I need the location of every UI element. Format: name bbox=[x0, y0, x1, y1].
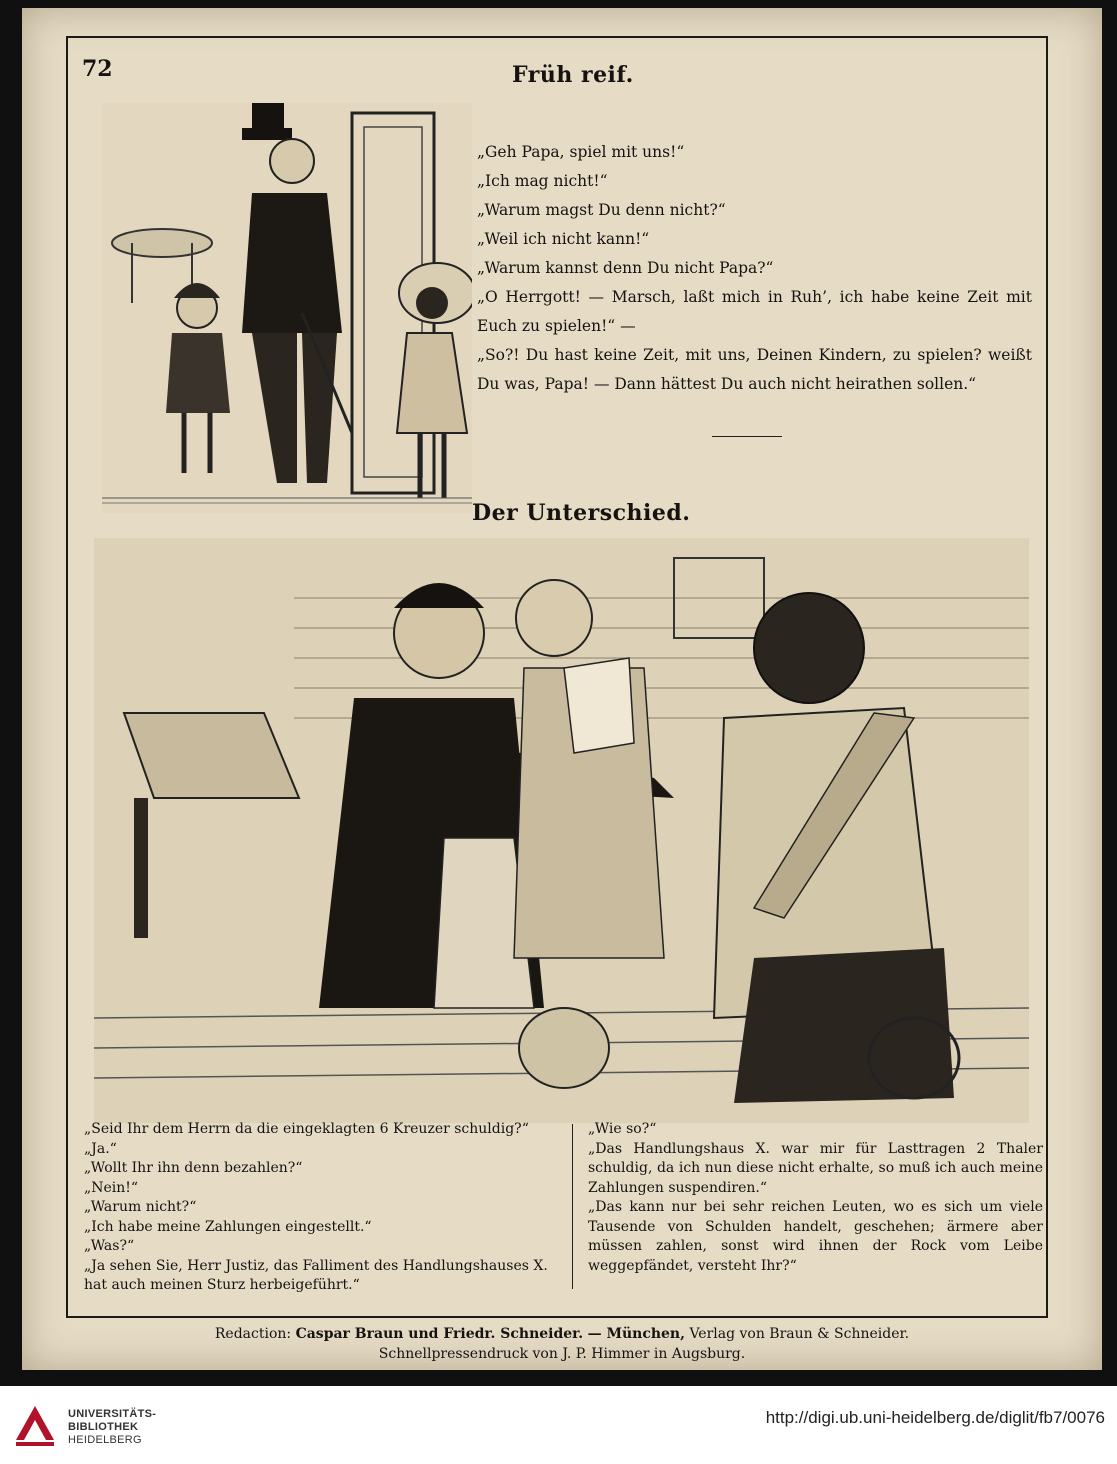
dialog-line: „Nein!“ bbox=[84, 1179, 139, 1196]
imprint-line1 bbox=[82, 1324, 1042, 1344]
library-seal-icon bbox=[10, 1400, 60, 1450]
dialog-line: „Das kann nur bei sehr reichen Leuten, wo es sich um viele Tausende von Schulden handelt, geschehen; ärmere aber müssen zahlen, sonst wird ihnen der Rock vom Leibe weggepfändet, versteht Ihr?“ bbox=[588, 1199, 1043, 1274]
scanned-page bbox=[22, 8, 1102, 1370]
library-name bbox=[68, 1408, 156, 1447]
imprint-line2: Schnellpressendruck von J. P. Himmer in Augsburg. bbox=[378, 1346, 746, 1362]
imprint-publisher: Verlag von Braun & Schneider. bbox=[689, 1326, 910, 1342]
dialog-line: „Warum nicht?“ bbox=[84, 1199, 197, 1215]
library-name-line: HEIDELBERG bbox=[68, 1434, 142, 1446]
dialog-left-column bbox=[84, 1120, 559, 1296]
dialog-line: „Warum magst Du denn nicht?“ bbox=[477, 201, 726, 219]
dialog-line: „Warum kannst denn Du nicht Papa?“ bbox=[477, 259, 774, 277]
imprint-place: — München, bbox=[587, 1326, 685, 1342]
imprint-editors: Caspar Braun und Friedr. Schneider. bbox=[295, 1326, 584, 1342]
dialog-line: „Das Handlungshaus X. war mir für Lasttragen 2 Thaler schuldig, da ich nun diese nicht erhalte, so muß ich auch meine Zahlungen suspendiren.“ bbox=[588, 1140, 1043, 1196]
dialog-frueh-reif bbox=[477, 138, 1032, 399]
dialog-right-column bbox=[588, 1120, 1043, 1276]
dialog-line: „O Herrgott! — Marsch, laßt mich in Ruh’, ich habe keine Zeit mit Euch zu spielen!“ — bbox=[477, 288, 1032, 335]
imprint bbox=[82, 1324, 1042, 1364]
column-divider bbox=[572, 1124, 573, 1289]
dialog-line: „Wollt Ihr ihn denn bezahlen?“ bbox=[84, 1160, 303, 1176]
dialog-line: „Weil ich nicht kann!“ bbox=[477, 230, 650, 248]
illustration-court-scene bbox=[94, 538, 1029, 1123]
library-name-line: BIBLIOTHEK bbox=[68, 1421, 139, 1433]
library-name-line: UNIVERSITÄTS- bbox=[68, 1408, 157, 1420]
dialog-line: „Ja sehen Sie, Herr Justiz, das Falliment des Handlungshauses X. hat auch meinen Sturz herbeigeführt.“ bbox=[84, 1257, 548, 1293]
imprint-label: Redaction: bbox=[214, 1326, 292, 1342]
library-footer bbox=[0, 1386, 1117, 1464]
dialog-line: „Was?“ bbox=[84, 1238, 135, 1254]
permalink-url[interactable]: http://digi.ub.uni-heidelberg.de/diglit/fb7/0076 bbox=[765, 1408, 1105, 1427]
dialog-line: „Ja.“ bbox=[84, 1140, 117, 1157]
dialog-line: „Ich habe meine Zahlungen eingestellt.“ bbox=[84, 1218, 372, 1235]
section-separator bbox=[712, 436, 782, 437]
title-frueh-reif: Früh reif. bbox=[512, 62, 634, 88]
dialog-line: „Geh Papa, spiel mit uns!“ bbox=[477, 143, 685, 161]
dialog-line: „Ich mag nicht!“ bbox=[477, 172, 608, 190]
illustration-father-children bbox=[102, 103, 472, 513]
dialog-line: „So?! Du hast keine Zeit, mit uns, Deinen Kindern, zu spielen? weißt Du was, Papa! — Dann hättest Du auch nicht heirathen sollen.“ bbox=[477, 346, 1032, 393]
library-logo[interactable] bbox=[10, 1400, 170, 1450]
page-number: 72 bbox=[82, 56, 113, 82]
dialog-line: „Seid Ihr dem Herrn da die eingeklagten 6 Kreuzer schuldig?“ bbox=[84, 1121, 529, 1137]
dialog-line: „Wie so?“ bbox=[588, 1121, 657, 1137]
title-der-unterschied: Der Unterschied. bbox=[472, 500, 691, 526]
